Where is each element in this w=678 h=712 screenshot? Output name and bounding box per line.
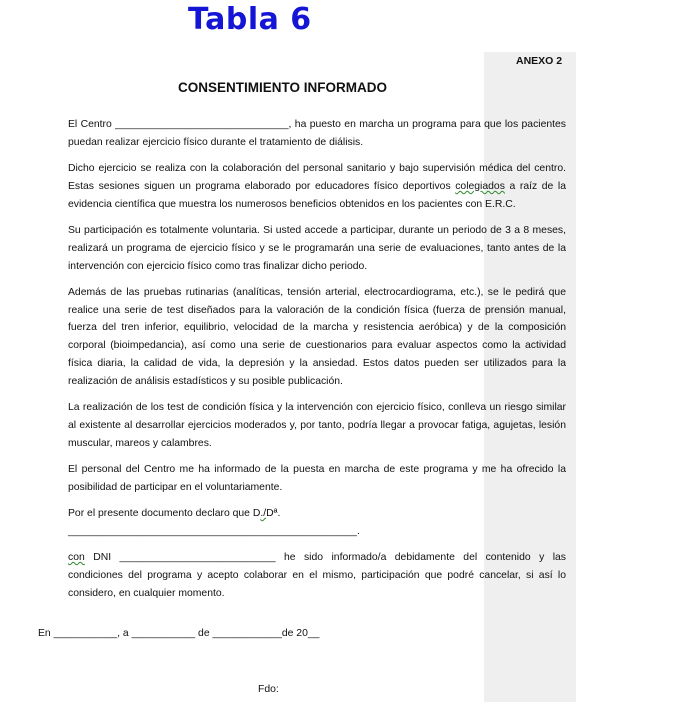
paragraph-risks: La realización de los test de condición física y la intervención con ejercicio físico, conlleva un riesgo similar al existente al desarrollar ejercicios moderados y, por tanto, podría llegar a provocar fatiga, agujetas, lesión muscular, mareos y calambres. bbox=[68, 402, 566, 449]
paragraph-tests: Además de las pruebas rutinarias (analíticas, tensión arterial, electrocardiograma, etc.), se le pedirá que realice una serie de test diseñados para la valoración de la condición física (fuerza de prensión manual, fuerza del tren inferior, equilibrio, velocidad de la marcha y resistencia aeróbica) y de la composición corporal (bioimpedancia), así como una serie de cuestionarios para evaluar aspectos como la actividad física diaria, la calidad de vida, la depresión y la ansiedad. Estos datos pueden ser utilizados para la realización de análisis estadísticos y su posible publicación. bbox=[68, 286, 566, 387]
document-title: CONSENTIMIENTO INFORMADO bbox=[178, 80, 387, 95]
paragraph-exercise: Dicho ejercicio se realiza con la colaboración del personal sanitario y bajo supervisión médica del centro. Estas sesiones siguen un programa elaborado por educadores físico deportivos colegiados a raíz de la evidencia científica que muestra los numerosos beneficios obtenidos en los pacientes con E.R.C. bbox=[68, 163, 566, 210]
paragraph-center: El Centro ______________________________, ha puesto en marcha un programa para que los pacientes puedan realizar ejercicio físico durante el tratamiento de diálisis. bbox=[68, 119, 566, 148]
dni-blank: ___________________________ bbox=[119, 552, 276, 564]
paragraph-declaration: Por el presente documento declaro que D./Dª. __________________________________________________. bbox=[68, 508, 360, 537]
place-date-line: En ___________, a ___________ de ____________de 20__ bbox=[38, 628, 320, 639]
paragraph-participation: Su participación es totalmente voluntaria. Si usted accede a participar, durante un periodo de 3 a 8 meses, realizará un programa de ejercicio físico y se le programarán una serie de evaluaciones, tanto antes de la intervención con ejercicio físico como tras finalizar dicho periodo. bbox=[68, 224, 566, 272]
annex-label: ANEXO 2 bbox=[516, 55, 563, 67]
table-title: Tabla 6 bbox=[188, 2, 312, 37]
paragraph-staff: El personal del Centro me ha informado de la puesta en marcha de este programa y me ha ofrecido la posibilidad de participar en el voluntariamente. bbox=[68, 464, 566, 493]
center-name-blank: ______________________________ bbox=[115, 119, 289, 130]
paragraph-dni: con DNI ___________________________ he sido informado/a debidamente del contenido y las condiciones del programa y acepto colaborar en el mismo, participación que podré cancelar, si así lo considero, en cualquier momento. bbox=[68, 552, 566, 599]
name-blank: __________________________________________________ bbox=[68, 525, 357, 537]
document-body bbox=[68, 116, 566, 611]
signature-label: Fdo: bbox=[258, 684, 279, 695]
